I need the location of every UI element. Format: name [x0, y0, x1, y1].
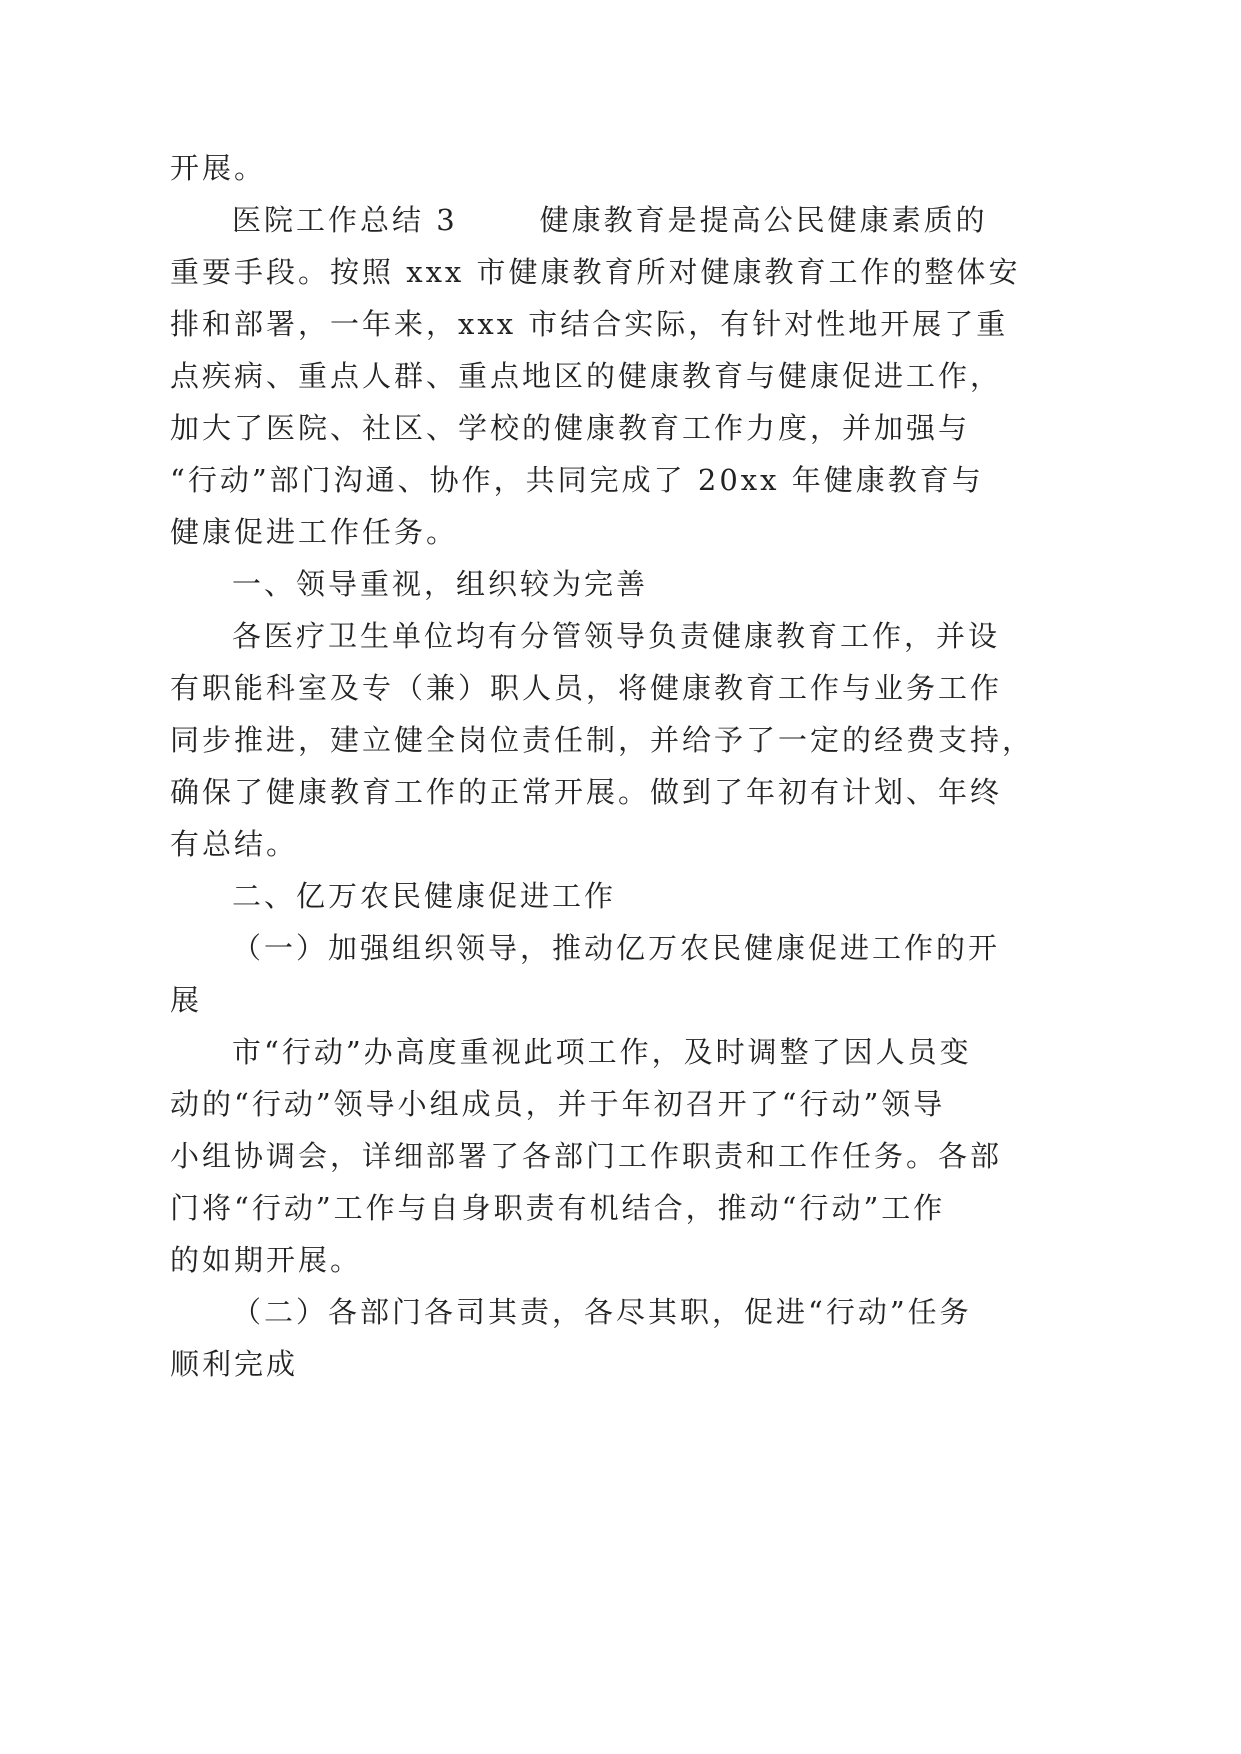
heading-2: 二、亿万农民健康促进工作	[232, 879, 617, 913]
intro-line: 点疾病、重点人群、重点地区的健康教育与健康促进工作，	[170, 359, 1003, 393]
section-title: 医院工作总结 3	[232, 203, 458, 237]
intro-line: 健康促进工作任务。	[170, 515, 459, 549]
para-2-line: 动的“行动”领导小组成员，并于年初召开了“行动”领导	[170, 1087, 946, 1121]
para-2-line: 市“行动”办高度重视此项工作，及时调整了因人员变	[232, 1035, 972, 1069]
para-2-line: 的如期开展。	[170, 1243, 363, 1277]
intro-line: “行动”部门沟通、协作，共同完成了 20xx 年健康教育与	[170, 463, 984, 497]
intro-line: 重要手段。按照 xxx 市健康教育所对健康教育工作的整体安	[170, 255, 1021, 289]
para-1-line: 有职能科室及专（兼）职人员，将健康教育工作与业务工作	[170, 671, 1003, 705]
subheading-1-line: 展	[170, 983, 203, 1017]
continuation-line: 开展。	[170, 151, 267, 185]
intro-line: 健康教育是提高公民健康素质的	[539, 203, 988, 237]
subheading-2-line: （二）各部门各司其责，各尽其职，促进“行动”任务	[232, 1295, 972, 1329]
para-1-line: 有总结。	[170, 827, 299, 861]
para-2-line: 门将“行动”工作与自身职责有机结合，推动“行动”工作	[170, 1191, 946, 1225]
section-title-line	[232, 200, 988, 240]
para-1-line: 各医疗卫生单位均有分管领导负责健康教育工作，并设	[232, 619, 1001, 653]
para-1-line: 同步推进，建立健全岗位责任制，并给予了一定的经费支持，	[170, 723, 1035, 757]
subheading-1-line: （一）加强组织领导，推动亿万农民健康促进工作的开	[232, 931, 1001, 965]
heading-1: 一、领导重视，组织较为完善	[232, 567, 649, 601]
para-2-line: 小组协调会，详细部署了各部门工作职责和工作任务。各部	[170, 1139, 1003, 1173]
intro-line: 排和部署，一年来，xxx 市结合实际，有针对性地开展了重	[170, 307, 1009, 341]
para-1-line: 确保了健康教育工作的正常开展。做到了年初有计划、年终	[170, 775, 1003, 809]
intro-line: 加大了医院、社区、学校的健康教育工作力度，并加强与	[170, 411, 971, 445]
subheading-2-line: 顺利完成	[170, 1347, 299, 1381]
